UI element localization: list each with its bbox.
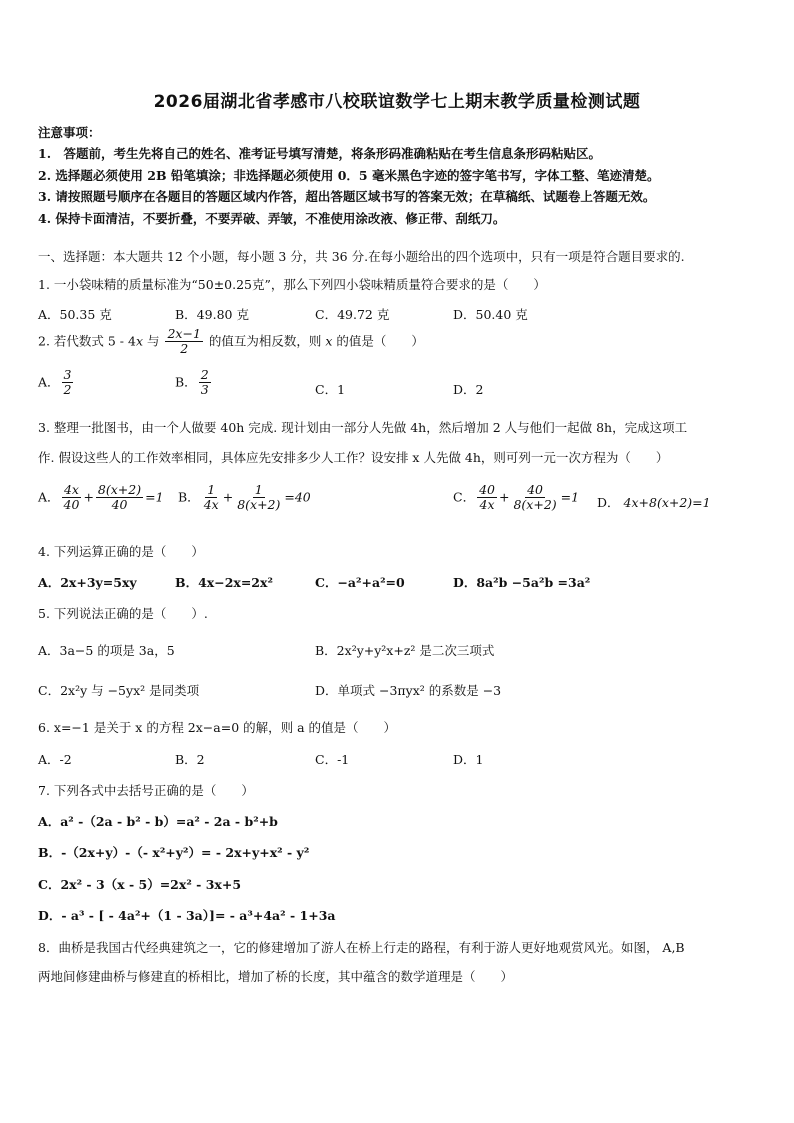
q7-option-a: A．a² -（2a - b² - b）=a² - 2a - b²+b xyxy=(38,814,278,829)
notice-item-2: 2. 选择题必须使用 2B 铅笔填涂；非选择题必须使用 0．5 毫米黑色字迹的签字笔书写，字体工整、笔迹清楚。 xyxy=(38,168,660,183)
q6-option-a: A．-2 xyxy=(38,752,72,767)
q8-stem-line1: 8．曲桥是我国古代经典建筑之一，它的修建增加了游人在桥上行走的路程，有利于游人更好地观赏风光。如图， A,B xyxy=(38,940,685,955)
q4-option-d: D．8a²b −5a²b =3a² xyxy=(453,575,591,590)
q2-option-c: C．1 xyxy=(315,382,346,397)
q4-stem: 4. 下列运算正确的是（ ） xyxy=(38,544,204,559)
q6-stem: 6. x=−1 是关于 x 的方程 2x−a=0 的解，则 a 的值是（ ） xyxy=(38,720,397,735)
q5-option-d: D．单项式 −3πyx² 的系数是 −3 xyxy=(315,683,502,698)
q6-option-c: C．-1 xyxy=(315,752,350,767)
q1-stem: 1. 一小袋味精的质量标准为“50±0.25克”，那么下列四小袋味精质量符合要求的是（ ） xyxy=(38,277,546,292)
notice-header: 注意事项： xyxy=(38,125,101,140)
q7-stem: 7. 下列各式中去括号正确的是（ ） xyxy=(38,783,254,798)
q8-stem-line2: 两地间修建曲桥与修建直的桥相比，增加了桥的长度，其中蕴含的数学道理是（ ） xyxy=(38,969,514,984)
q1-option-d: D．50.40 克 xyxy=(453,307,528,322)
q1-option-b: B．49.80 克 xyxy=(175,307,249,322)
notice-item-4: 4. 保持卡面清洁，不要折叠，不要弄破、弄皱，不准使用涂改液、修正带、刮纸刀。 xyxy=(38,211,506,226)
q5-option-c: C．2x²y 与 −5yx² 是同类项 xyxy=(38,683,200,698)
q1-option-a: A．50.35 克 xyxy=(38,307,112,322)
q3-option-a: A． $\frac{4x}{40}$ + $\frac{8(x+2)}{40}$ =1 xyxy=(38,482,164,513)
q2-option-a: A． $\frac{3}{2}$ xyxy=(38,367,72,398)
q2-option-b: B． $\frac{2}{3}$ xyxy=(175,367,209,398)
q3-option-c: C． $\frac{40}{4x}$ + $\frac{40}{8(x+2)}$ =1 xyxy=(453,482,580,513)
notice-item-3: 3. 请按照题号顺序在各题目的答题区域内作答，超出答题区域书写的答案无效；在草稿纸、试题卷上答题无效。 xyxy=(38,189,656,204)
q4-option-b: B．4x−2x=2x² xyxy=(175,575,273,590)
section-heading: 一、选择题：本大题共 12 个小题，每小题 3 分，共 36 分.在每小题给出的四个选项中，只有一项是符合题目要求的. xyxy=(38,249,685,264)
q4-option-a: A．2x+3y=5xy xyxy=(38,575,137,590)
q6-option-b: B．2 xyxy=(175,752,205,767)
q5-option-b: B．2x²y+y²x+z² 是二次三项式 xyxy=(315,643,495,658)
q7-option-c: C．2x² - 3（x - 5）=2x² - 3x+5 xyxy=(38,877,242,892)
q3-stem-line1: 3. 整理一批图书，由一个人做要 40h 完成. 现计划由一部分人先做 4h，然后增加 2 人与他们一起做 8h，完成这项工 xyxy=(38,420,688,435)
q7-option-d: D．- a³ - [ - 4a²+（1 - 3a）]= - a³+4a² - 1+3a xyxy=(38,908,336,923)
q4-option-c: C．−a²+a²=0 xyxy=(315,575,405,590)
q6-option-d: D．1 xyxy=(453,752,484,767)
q3-stem-line2: 作. 假设这些人的工作效率相同，具体应先安排多少人工作？设安排 x 人先做 4h，则可列一元一次方程为（ ） xyxy=(38,450,669,465)
q5-stem: 5. 下列说法正确的是（ ）. xyxy=(38,606,208,621)
q2-fraction: $\frac{2x-1}{2}$ xyxy=(167,326,201,357)
q5-option-a: A．3a−5 的项是 3a，5 xyxy=(38,643,175,658)
q1-option-c: C．49.72 克 xyxy=(315,307,390,322)
q3-option-d: D． 4x+8(x+2)=1 xyxy=(597,495,711,510)
q3-option-b: B． $\frac{1}{4x}$ + $\frac{1}{8(x+2)}$ =40 xyxy=(178,482,311,513)
notice-item-1: 1. 答题前，考生先将自己的姓名、准考证号填写清楚，将条形码准确粘贴在考生信息条形码粘贴区。 xyxy=(38,146,602,161)
q7-option-b: B．-（2x+y）-（- x²+y²）= - 2x+y+x² - y² xyxy=(38,845,310,860)
page-title: 2026届湖北省孝感市八校联谊数学七上期末教学质量检测试题 xyxy=(153,92,641,112)
q2-stem: 2. 若代数式 5 - 4x 与 $\frac{2x-1}{2}$ 的值互为相反数，则 x 的值是（ ） xyxy=(38,326,424,357)
q2-option-d: D．2 xyxy=(453,382,484,397)
